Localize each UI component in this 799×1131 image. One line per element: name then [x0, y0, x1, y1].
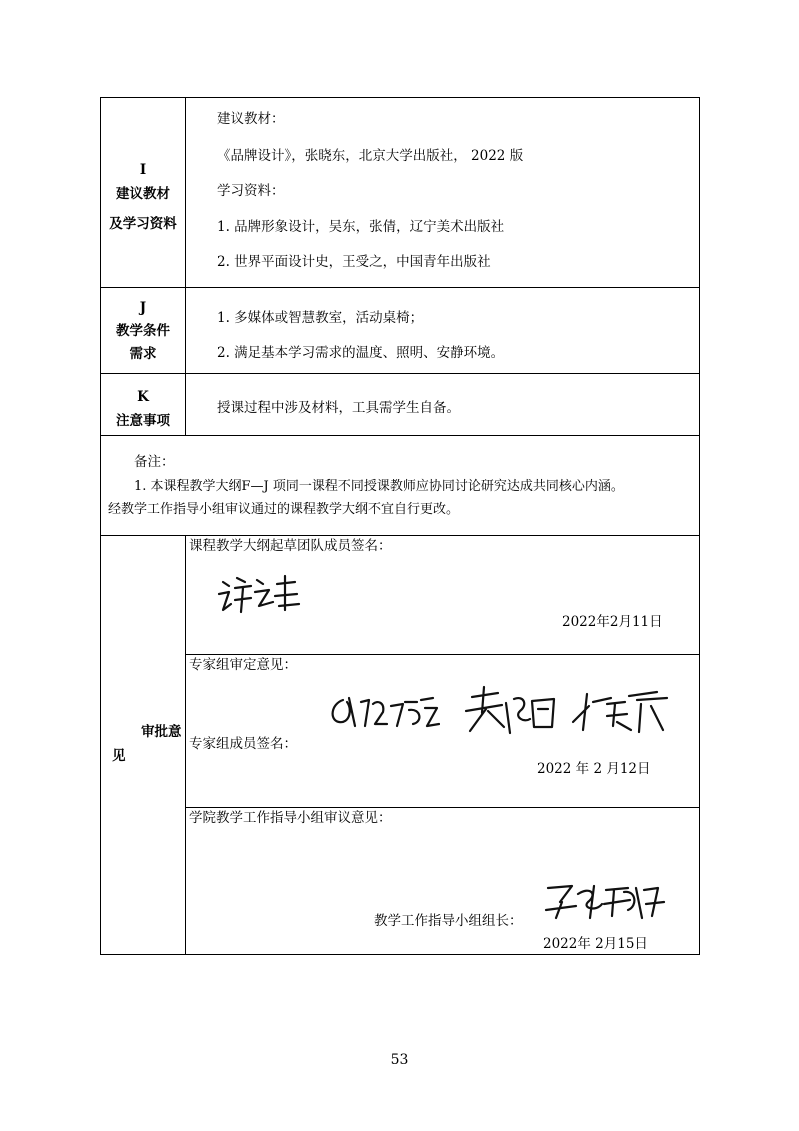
table-border-right — [699, 97, 700, 955]
row-divider-k-notes — [100, 435, 700, 436]
column-divider-upper — [185, 97, 186, 435]
notes-line-2: 经教学工作指导小组审议通过的课程教学大纲不宜自行更改。 — [108, 502, 460, 517]
row-divider-j-k — [100, 373, 700, 374]
section-j-line: 2. 满足基本学习需求的温度、照明、安静环境。 — [217, 345, 505, 361]
drafting-date: 2022年2月11日 — [562, 614, 663, 630]
page-number: 53 — [390, 1052, 409, 1068]
section-k-letter: K — [137, 389, 149, 405]
section-k-title: 注意事项 — [116, 413, 170, 429]
expert-signature-3 — [567, 684, 673, 740]
expert-date: 2022 年 2 月12日 — [537, 761, 651, 777]
section-j-title-2: 需求 — [129, 346, 157, 362]
committee-leader-signature — [542, 880, 668, 924]
expert-signature-1 — [325, 690, 440, 738]
section-i-line: 建议教材： — [217, 111, 285, 127]
committee-opinion-label: 学院教学工作指导小组审议意见： — [189, 810, 392, 826]
section-i-line: 学习资料： — [217, 183, 285, 199]
row-divider-drafting-expert — [185, 654, 700, 655]
committee-leader-label: 教学工作指导小组组长： — [374, 913, 523, 929]
approval-label-2: 见 — [112, 748, 126, 764]
notes-title: 备注： — [134, 454, 175, 470]
section-i-line: 1. 品牌形象设计，吴东，张倩，辽宁美术出版社 — [217, 219, 505, 235]
section-i-letter: I — [139, 162, 147, 178]
drafting-team-label: 课程教学大纲起草团队成员签名： — [189, 538, 392, 554]
committee-date: 2022年 2月15日 — [543, 936, 648, 952]
section-i-line: 2. 世界平面设计史，王受之，中国青年出版社 — [217, 254, 491, 270]
section-j-title-1: 教学条件 — [116, 323, 170, 339]
notes-line-1: 1. 本课程教学大纲F—J 项同一课程不同授课教师应协同讨论研究达成共同核心内涵。 — [134, 479, 624, 494]
section-j-line: 1. 多媒体或智慧教室，活动桌椅； — [217, 310, 424, 326]
section-i-title-1: 建议教材 — [116, 186, 170, 202]
row-divider-expert-committee — [185, 807, 700, 808]
column-divider-lower — [185, 535, 186, 955]
section-i-line: 《品牌设计》，张晓东，北京大学出版社， 2022 版 — [217, 148, 524, 164]
section-j-letter: J — [139, 300, 147, 316]
row-divider-i-j — [100, 287, 700, 288]
section-k-content: 授课过程中涉及材料，工具需学生自备。 — [217, 400, 460, 416]
expert-opinion-label: 专家组审定意见： — [189, 657, 297, 673]
section-i-title-2: 及学习资料 — [109, 216, 177, 232]
expert-sign-label: 专家组成员签名： — [189, 736, 297, 752]
approval-label-1: 审批意 — [141, 724, 182, 740]
table-border-bottom — [100, 954, 700, 955]
table-border-top — [100, 97, 700, 98]
row-divider-notes-approval — [100, 535, 700, 536]
expert-signature-2 — [458, 683, 560, 743]
drafting-team-signature — [215, 570, 305, 618]
